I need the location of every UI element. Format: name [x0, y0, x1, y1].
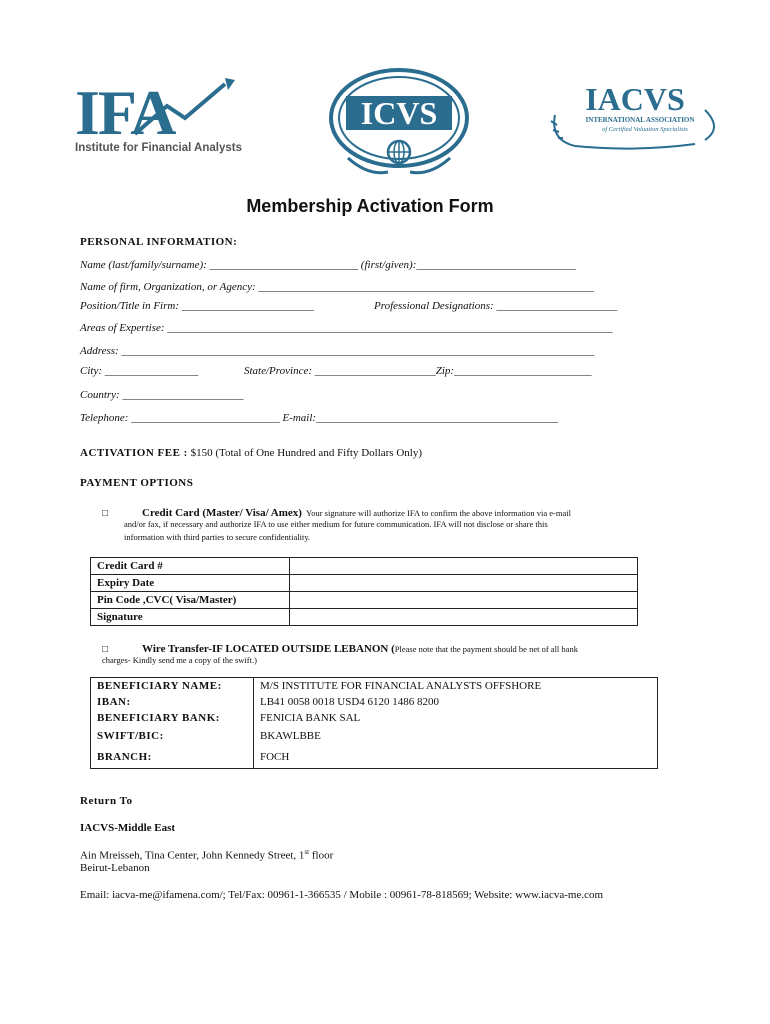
cc-label: Pin Code ,CVC( Visa/Master): [91, 592, 290, 609]
bank-label: IBAN:: [91, 694, 254, 710]
credit-card-table: [90, 557, 638, 626]
cc-pin-input[interactable]: [290, 592, 638, 609]
cc-signature-input[interactable]: [290, 609, 638, 626]
fee-label: ACTIVATION FEE :: [80, 447, 188, 459]
name-field-line[interactable]: Name (last/family/surname): ___________________________ (first/given):_____________________________: [80, 259, 576, 271]
table-row: [91, 694, 658, 710]
firm-field-line[interactable]: Name of firm, Organization, or Agency: _____________________________________________________________: [80, 281, 594, 293]
bank-label: BENEFICIARY BANK:: [91, 710, 254, 726]
bank-value: FENICIA BANK SAL: [254, 710, 658, 726]
credit-card-note-2: and/or fax, if necessary and authorize IFA to use either medium for future communication. IFA will not disclose or share this: [124, 519, 548, 529]
iacvs-logo-letters: IACVS: [585, 81, 685, 117]
designations-field-line[interactable]: Professional Designations: ______________________: [374, 300, 618, 312]
return-contact: Email: iacva-me@ifamena.com/; Tel/Fax: 00961-1-366535 / Mobile : 00961-78-818569; Website: www.iacva-me.com: [80, 889, 604, 901]
return-address-2: Beirut-Lebanon: [80, 862, 150, 874]
credit-card-title: Credit Card (Master/ Visa/ Amex): [142, 507, 302, 519]
ifa-logo-letters: IFA: [75, 77, 175, 148]
bank-details-table: [90, 677, 658, 769]
cc-label: Signature: [91, 609, 290, 626]
country-field-line[interactable]: Country: ______________________: [80, 389, 244, 401]
icvs-logo: [328, 68, 470, 180]
address-field-line[interactable]: Address: ______________________________________________________________________________________: [80, 345, 595, 357]
return-heading: Return To: [80, 795, 133, 807]
activation-fee: [80, 447, 422, 459]
cc-label: Expiry Date: [91, 575, 290, 592]
wire-transfer-title: Wire Transfer-IF LOCATED OUTSIDE LEBANON (: [142, 643, 395, 655]
iacvs-logo-line1: INTERNATIONAL ASSOCIATION: [585, 116, 695, 124]
table-row: [91, 575, 638, 592]
bank-value: LB41 0058 0018 USD4 6120 1486 8200: [254, 694, 658, 710]
credit-card-checkbox[interactable]: □: [102, 508, 109, 519]
table-row: [91, 558, 638, 575]
icvs-logo-letters: ICVS: [360, 95, 438, 131]
cc-label: Credit Card #: [91, 558, 290, 575]
ifa-logo-subtitle: Institute for Financial Analysts: [75, 142, 242, 154]
cc-number-input[interactable]: [290, 558, 638, 575]
wire-transfer-note-1: Please note that the payment should be net of all bank: [394, 644, 578, 654]
table-row: [91, 746, 658, 769]
position-field-line[interactable]: Position/Title in Firm: ________________________: [80, 300, 314, 312]
iacvs-logo: [545, 80, 725, 150]
bank-label: SWIFT/BIC:: [91, 726, 254, 746]
table-row: [91, 726, 658, 746]
bank-value: M/S INSTITUTE FOR FINANCIAL ANALYSTS OFFSHORE: [254, 678, 658, 695]
expertise-field-line[interactable]: Areas of Expertise: _________________________________________________________________________________: [80, 322, 613, 334]
iacvs-logo-line2: of Certified Valuation Specialists: [602, 126, 688, 133]
bank-label: BENEFICIARY NAME:: [91, 678, 254, 695]
cc-expiry-input[interactable]: [290, 575, 638, 592]
address-line-text: Ain Mreisseh, Tina Center, John Kennedy Street, 1: [80, 849, 305, 862]
wire-transfer-checkbox[interactable]: □: [102, 644, 109, 655]
table-row: [91, 678, 658, 695]
table-row: [91, 592, 638, 609]
wire-transfer-note-2: charges- Kindly send me a copy of the swift.): [102, 655, 257, 665]
fee-value: $150 (Total of One Hundred and Fifty Dollars Only): [190, 447, 423, 459]
personal-heading: PERSONAL INFORMATION:: [80, 236, 238, 248]
credit-card-note-1: Your signature will authorize IFA to confirm the above information via e-mail: [305, 508, 571, 518]
city-field-line[interactable]: City: _________________: [80, 365, 199, 377]
page-title: Membership Activation Form: [246, 196, 494, 216]
telephone-email-field-line[interactable]: Telephone: ___________________________ E-mail:____________________________________________: [80, 412, 559, 424]
return-address-1: [80, 848, 333, 862]
bank-value: BKAWLBBE: [254, 726, 658, 746]
bank-label: BRANCH:: [91, 746, 254, 769]
return-org: IACVS-Middle East: [80, 822, 176, 834]
bank-value: FOCH: [254, 746, 658, 769]
table-row: [91, 609, 638, 626]
address-line-end: floor: [309, 849, 334, 862]
credit-card-note-3: information with third parties to secure confidentiality.: [124, 532, 311, 542]
address-line-sup: st: [304, 848, 310, 856]
ifa-logo: [75, 76, 240, 161]
payment-heading: PAYMENT OPTIONS: [80, 477, 194, 489]
state-zip-field-line[interactable]: State/Province: ______________________Zip:_________________________: [244, 365, 592, 377]
table-row: [91, 710, 658, 726]
